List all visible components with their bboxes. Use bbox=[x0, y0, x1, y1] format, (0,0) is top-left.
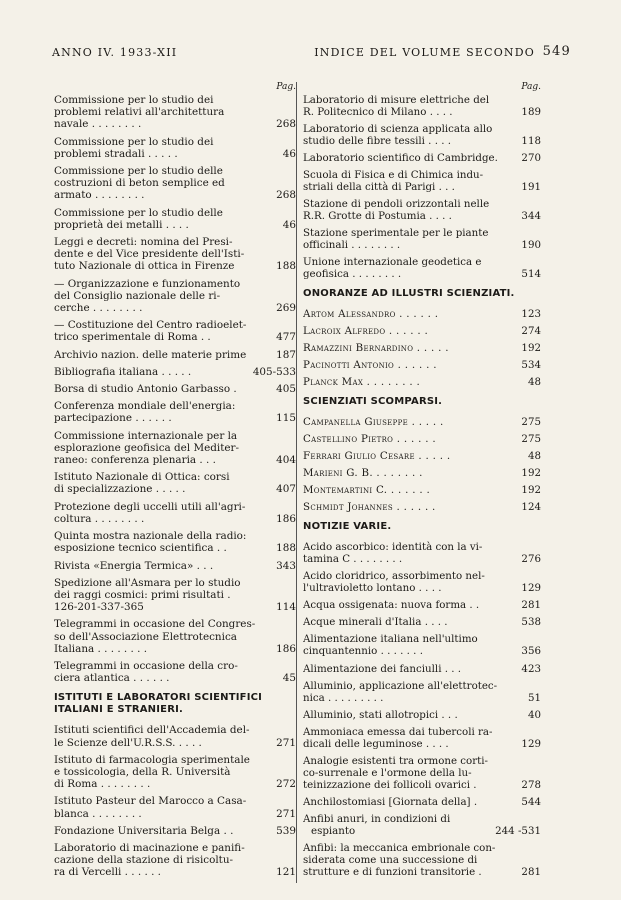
entry-page-ref: 188 bbox=[276, 260, 296, 273]
entry-page-ref: 48 bbox=[527, 376, 541, 389]
entry-text bbox=[303, 726, 516, 750]
entry-line: Alimentazione dei fanciulli . . . bbox=[303, 662, 462, 675]
entry-page-ref: 275 bbox=[521, 433, 541, 446]
entry-text bbox=[303, 755, 516, 791]
entry-line: Lacroix Alfredo . . . . . . bbox=[303, 325, 429, 338]
index-entry bbox=[303, 308, 541, 320]
entry-page-ref: 534 bbox=[521, 359, 541, 372]
index-entry bbox=[54, 319, 296, 343]
index-entry bbox=[303, 484, 541, 496]
entry-page-ref: 46 bbox=[282, 218, 296, 231]
entry-text bbox=[303, 256, 516, 280]
entry-line: Alimentazione italiana nell'ultimo bbox=[303, 633, 478, 646]
entry-text bbox=[303, 123, 516, 147]
entry-text bbox=[54, 349, 271, 361]
entry-text bbox=[54, 278, 271, 315]
entry-line: Ramazzini Bernardino . . . . . bbox=[303, 342, 449, 355]
entry-line: dei raggi cosmici: primi risultati . bbox=[54, 588, 231, 601]
entry-page-ref: 129 bbox=[521, 737, 541, 750]
entry-line: Acque minerali d'Italia . . . . bbox=[303, 616, 448, 629]
entry-line: Borsa di studio Antonio Garbasso . bbox=[54, 383, 237, 396]
entry-text bbox=[54, 501, 271, 525]
entry-text bbox=[54, 94, 271, 131]
entry-line: Scuola di Fisica e di Chimica indu- bbox=[303, 169, 484, 182]
entry-text bbox=[303, 709, 516, 721]
entry-text bbox=[54, 471, 271, 495]
entry-line: Laboratorio di macinazione e panifi- bbox=[54, 841, 245, 854]
entry-text bbox=[54, 430, 271, 467]
entry-line: cinquantennio . . . . . . . bbox=[303, 645, 423, 658]
entry-line: Conferenza mondiale dell'energia: bbox=[54, 400, 236, 413]
index-entry bbox=[303, 541, 541, 565]
entry-page-ref: 46 bbox=[282, 147, 296, 160]
entry-line: e tossicologia, della R. Università bbox=[54, 765, 231, 778]
index-entry bbox=[303, 198, 541, 222]
entry-page-ref: 356 bbox=[521, 645, 541, 658]
entry-line: Ferrari Giulio Cesare . . . . . bbox=[303, 450, 451, 463]
entry-page-ref: 539 bbox=[276, 824, 296, 837]
entry-text bbox=[303, 152, 516, 164]
entry-line: strutture e di funzioni transitorie . bbox=[303, 865, 482, 878]
entry-text bbox=[303, 376, 516, 388]
entry-page-ref: 118 bbox=[521, 135, 541, 148]
section-title-scomparsi: SCIENZIATI SCOMPARSI. bbox=[303, 396, 443, 408]
index-entry bbox=[54, 136, 296, 160]
entry-line: Quinta mostra nazionale della radio: bbox=[54, 530, 247, 543]
entry-line: Laboratorio scientifico di Cambridge. bbox=[303, 152, 498, 165]
index-entry bbox=[54, 618, 296, 655]
entry-line: Commissione per lo studio dei bbox=[54, 94, 214, 106]
entry-line: ciera atlantica . . . . . . bbox=[54, 672, 170, 685]
index-entry bbox=[54, 400, 296, 424]
index-entry bbox=[303, 169, 541, 193]
entry-line: Istituto di farmacologia sperimentale bbox=[54, 753, 250, 766]
entry-text bbox=[303, 94, 516, 118]
entry-page-ref: 477 bbox=[276, 331, 296, 344]
entry-line: — Costituzione del Centro radioelet- bbox=[54, 319, 247, 332]
index-entry bbox=[303, 152, 541, 164]
entry-line: Fondazione Universitaria Belga . . bbox=[54, 824, 234, 837]
entry-text bbox=[54, 724, 271, 748]
entry-page-ref: 115 bbox=[276, 412, 296, 425]
entry-text bbox=[303, 416, 516, 428]
index-entry bbox=[303, 376, 541, 388]
entry-text bbox=[303, 484, 516, 496]
entry-page-ref: 129 bbox=[521, 582, 541, 595]
entry-page-ref: 190 bbox=[521, 239, 541, 252]
index-entry bbox=[54, 207, 296, 231]
index-entry bbox=[303, 663, 541, 675]
index-entry bbox=[303, 123, 541, 147]
entry-line: Commissione internazionale per la bbox=[54, 429, 238, 442]
index-entry bbox=[54, 278, 296, 315]
entry-text bbox=[303, 633, 516, 657]
entry-line: costruzioni di beton semplice ed bbox=[54, 177, 225, 190]
entry-line: officinali . . . . . . . . bbox=[303, 239, 401, 252]
index-entry bbox=[54, 366, 296, 378]
entry-line: geofisica . . . . . . . . bbox=[303, 268, 402, 281]
index-entry bbox=[303, 359, 541, 371]
index-entry bbox=[54, 94, 296, 131]
entry-line: partecipazione . . . . . . bbox=[54, 412, 172, 425]
entry-line: dente e del Vice presidente dell'Isti- bbox=[54, 248, 245, 261]
index-entry bbox=[303, 616, 541, 628]
entry-page-ref: 48 bbox=[527, 450, 541, 463]
entry-line: Acqua ossigenata: nuova forma . . bbox=[303, 599, 480, 612]
entry-line: nica . . . . . . . . . bbox=[303, 691, 384, 704]
entry-text bbox=[54, 236, 271, 273]
entry-text bbox=[54, 165, 271, 202]
index-entry bbox=[54, 660, 296, 684]
index-entry bbox=[303, 796, 541, 808]
page-number: 549 bbox=[542, 44, 571, 59]
scomparsi-entry-list bbox=[303, 416, 541, 513]
entry-text bbox=[303, 616, 516, 628]
entry-line: striali della città di Parigi . . . bbox=[303, 181, 455, 194]
entry-line: Montemartini C. . . . . . . bbox=[303, 484, 431, 497]
entry-text bbox=[303, 813, 492, 837]
entry-line: di specializzazione . . . . . bbox=[54, 483, 186, 496]
entry-line: Italiana . . . . . . . . bbox=[54, 642, 148, 655]
entry-page-ref: 274 bbox=[521, 325, 541, 338]
entry-page-ref: 188 bbox=[276, 542, 296, 555]
entry-text bbox=[54, 400, 271, 424]
index-entry bbox=[54, 842, 296, 879]
entry-line: Archivio nazion. delle materie prime bbox=[54, 348, 247, 361]
entry-text bbox=[54, 560, 271, 572]
index-entry bbox=[303, 433, 541, 445]
entry-text bbox=[54, 136, 271, 160]
entry-page-ref: 514 bbox=[521, 268, 541, 281]
index-entry bbox=[54, 560, 296, 572]
right-column bbox=[296, 82, 541, 883]
entry-line: trico sperimentale di Roma . . bbox=[54, 331, 211, 344]
index-entry bbox=[303, 709, 541, 721]
entry-page-ref: 244 -531 bbox=[495, 824, 541, 837]
entry-line: so dell'Associazione Elettrotecnica bbox=[54, 630, 237, 643]
entry-line: proprietà dei metalli . . . . bbox=[54, 218, 189, 231]
entry-line: cazione della stazione di risicoltu- bbox=[54, 854, 234, 867]
entry-line: navale . . . . . . . . bbox=[54, 118, 142, 131]
entry-page-ref: 186 bbox=[276, 512, 296, 525]
index-entry bbox=[54, 825, 296, 837]
index-entry bbox=[54, 724, 296, 748]
index-entry bbox=[54, 501, 296, 525]
index-entry bbox=[303, 467, 541, 479]
entry-page-ref: 270 bbox=[521, 152, 541, 165]
entry-page-ref: 123 bbox=[521, 308, 541, 321]
entry-page-ref: 121 bbox=[276, 866, 296, 879]
entry-line: Anchilostomiasi [Giornata della] . bbox=[303, 795, 478, 808]
entry-page-ref: 405 bbox=[276, 383, 296, 396]
entry-text bbox=[54, 207, 271, 231]
entry-page-ref: 407 bbox=[276, 483, 296, 496]
entry-page-ref: 344 bbox=[521, 210, 541, 223]
entry-page-ref: 40 bbox=[527, 708, 541, 721]
index-entry bbox=[54, 165, 296, 202]
right-entry-list bbox=[303, 94, 541, 280]
section-title-istituti: ISTITUTI E LABORATORI SCIENTIFICI ITALIANI E STRANIERI. bbox=[54, 692, 263, 716]
entry-line: siderata come una successione di bbox=[303, 853, 478, 866]
entry-line: Stazione sperimentale per le piante bbox=[303, 227, 489, 240]
entry-page-ref: 538 bbox=[521, 616, 541, 629]
entry-line: Planck Max . . . . . . . . bbox=[303, 376, 421, 389]
entry-text bbox=[54, 577, 271, 614]
entry-line: Unione internazionale geodetica e bbox=[303, 256, 482, 269]
index-entry bbox=[303, 726, 541, 750]
entry-page-ref: 268 bbox=[276, 189, 296, 202]
entry-page-ref: 343 bbox=[276, 559, 296, 572]
entry-line: Anfibi anuri, in condizioni di espianto bbox=[303, 812, 451, 837]
entry-line: Commissione per lo studio delle bbox=[54, 165, 223, 178]
entry-page-ref: 192 bbox=[521, 484, 541, 497]
entry-line: esplorazione geofisica del Mediter- bbox=[54, 441, 240, 454]
entry-page-ref: 281 bbox=[521, 865, 541, 878]
entry-line: ra di Vercelli . . . . . . bbox=[54, 866, 161, 879]
entry-text bbox=[303, 325, 516, 337]
entry-line: 126-201-337-365 bbox=[54, 601, 144, 614]
entry-line: Istituto Nazionale di Ottica: corsi bbox=[54, 471, 230, 484]
entry-text bbox=[54, 383, 271, 395]
index-entry bbox=[54, 795, 296, 819]
index-entry bbox=[303, 842, 541, 878]
entry-line: tuto Nazionale di ottica in Firenze bbox=[54, 260, 235, 273]
entry-text bbox=[54, 754, 271, 791]
index-entry bbox=[54, 430, 296, 467]
index-entry bbox=[54, 754, 296, 791]
index-entry bbox=[303, 342, 541, 354]
entry-line: raneo: conferenza plenaria . . . bbox=[54, 454, 216, 467]
entry-line: Leggi e decreti: nomina del Presi- bbox=[54, 236, 233, 249]
entry-text bbox=[303, 467, 516, 479]
entry-line: studio delle fibre tessili . . . . bbox=[303, 135, 451, 148]
entry-text bbox=[303, 198, 516, 222]
index-entry bbox=[303, 325, 541, 337]
entry-line: del Consiglio nazionale delle ri- bbox=[54, 289, 221, 302]
entry-line: Rivista «Energia Termica» . . . bbox=[54, 559, 214, 572]
entry-line: Bibliografia italiana . . . . . bbox=[54, 365, 192, 378]
entry-page-ref: 268 bbox=[276, 118, 296, 131]
index-entry bbox=[54, 383, 296, 395]
entry-line: Istituti scientifici dell'Accademia del- bbox=[54, 724, 250, 737]
entry-line: Protezione degli uccelli utili all'agri- bbox=[54, 500, 246, 513]
entry-page-ref: 45 bbox=[282, 672, 296, 685]
entry-text bbox=[303, 796, 516, 808]
entry-text bbox=[54, 366, 250, 378]
entry-line: Artom Alessandro . . . . . . bbox=[303, 308, 439, 321]
entry-line: le Scienze dell'U.R.S.S. . . . . bbox=[54, 736, 202, 749]
entry-page-ref: 269 bbox=[276, 302, 296, 315]
index-entry bbox=[303, 755, 541, 791]
section-title-notizie: NOTIZIE VARIE. bbox=[303, 521, 392, 533]
entry-page-ref: 278 bbox=[521, 778, 541, 791]
entry-text bbox=[54, 618, 271, 655]
section-title-onoranze: ONORANZE AD ILLUSTRI SCIENZIATI. bbox=[303, 288, 515, 300]
entry-text bbox=[303, 570, 516, 594]
entry-text bbox=[303, 433, 516, 445]
entry-page-ref: 423 bbox=[521, 662, 541, 675]
entry-line: Campanella Giuseppe . . . . . bbox=[303, 416, 444, 429]
entry-line: Commissione per lo studio dei bbox=[54, 135, 214, 148]
entry-line: armato . . . . . . . . bbox=[54, 189, 145, 202]
entry-line: co-surrenale e l'ormone della lu- bbox=[303, 766, 472, 779]
entry-line: Schmidt Johannes . . . . . . bbox=[303, 501, 436, 514]
index-entry bbox=[54, 530, 296, 554]
entry-text bbox=[303, 663, 516, 675]
index-entry bbox=[303, 256, 541, 280]
entry-line: Telegrammi in occasione della cro- bbox=[54, 659, 238, 672]
entry-line: cerche . . . . . . . . bbox=[54, 302, 143, 315]
entry-line: Stazione di pendoli orizzontali nelle bbox=[303, 198, 490, 211]
entry-line: Telegrammi in occasione del Congres- bbox=[54, 618, 256, 631]
index-entry bbox=[303, 680, 541, 704]
entry-text bbox=[303, 541, 516, 565]
index-entry bbox=[303, 633, 541, 657]
entry-page-ref: 51 bbox=[527, 691, 541, 704]
index-entry bbox=[54, 471, 296, 495]
index-entry bbox=[303, 570, 541, 594]
entry-text bbox=[54, 319, 271, 343]
entry-text bbox=[303, 599, 516, 611]
entry-line: R. Politecnico di Milano . . . . bbox=[303, 106, 453, 119]
entry-text bbox=[54, 660, 271, 684]
entry-line: teinizzazione dei follicoli ovarici . bbox=[303, 778, 477, 791]
entry-line: R.R. Grotte di Postumia . . . . bbox=[303, 210, 452, 223]
entry-page-ref: 191 bbox=[521, 181, 541, 194]
entry-page-ref: 187 bbox=[276, 348, 296, 361]
index-entry bbox=[54, 577, 296, 614]
entry-text bbox=[54, 795, 271, 819]
left-column bbox=[54, 82, 296, 884]
entry-text bbox=[303, 169, 516, 193]
entry-line: Pacinotti Antonio . . . . . . bbox=[303, 359, 437, 372]
left-entry-list bbox=[54, 94, 296, 684]
index-entry bbox=[54, 349, 296, 361]
entry-page-ref: 405-533 bbox=[252, 365, 296, 378]
index-entry bbox=[303, 501, 541, 513]
onoranze-entry-list bbox=[303, 308, 541, 388]
entry-line: Acido ascorbico: identità con la vi- bbox=[303, 541, 483, 554]
entry-text bbox=[303, 342, 516, 354]
index-entry bbox=[303, 416, 541, 428]
index-entry bbox=[303, 599, 541, 611]
pag-label: Pag. bbox=[276, 82, 296, 92]
entry-page-ref: 276 bbox=[521, 553, 541, 566]
entry-page-ref: 192 bbox=[521, 467, 541, 480]
entry-page-ref: 186 bbox=[276, 642, 296, 655]
entry-page-ref: 124 bbox=[521, 501, 541, 514]
entry-page-ref: 114 bbox=[276, 601, 296, 614]
entry-line: Istituto Pasteur del Marocco a Casa- bbox=[54, 795, 247, 808]
entry-text bbox=[54, 825, 271, 837]
entry-line: esposizione tecnico scientifica . . bbox=[54, 542, 227, 555]
entry-text bbox=[303, 308, 516, 320]
notizie-entry-list bbox=[303, 541, 541, 877]
entry-text bbox=[303, 450, 516, 462]
entry-line: Laboratorio di scienza applicata allo bbox=[303, 123, 493, 136]
entry-page-ref: 271 bbox=[276, 807, 296, 820]
entry-page-ref: 544 bbox=[521, 795, 541, 808]
entry-line: problemi relativi all'architettura bbox=[54, 106, 225, 119]
entry-line: Commissione per lo studio delle bbox=[54, 206, 223, 219]
header-title: INDICE DEL VOLUME SECONDO bbox=[314, 46, 535, 59]
entry-line: problemi stradali . . . . . bbox=[54, 147, 178, 160]
header-year: ANNO IV. 1933-XII bbox=[52, 46, 178, 59]
entry-line: blanca . . . . . . . . bbox=[54, 807, 142, 820]
index-entry bbox=[303, 227, 541, 251]
index-entry bbox=[303, 94, 541, 118]
entry-line: Analogie esistenti tra ormone corti- bbox=[303, 754, 488, 767]
entry-line: — Organizzazione e funzionamento bbox=[54, 277, 241, 290]
entry-line: Acido cloridrico, assorbimento nel- bbox=[303, 570, 485, 583]
entry-page-ref: 404 bbox=[276, 454, 296, 467]
pag-label: Pag. bbox=[521, 82, 541, 92]
entry-line: coltura . . . . . . . . bbox=[54, 512, 145, 525]
entry-line: Anfibi: la meccanica embrionale con- bbox=[303, 841, 496, 854]
entry-line: dicali delle leguminose . . . . bbox=[303, 737, 449, 750]
entry-line: Castellino Pietro . . . . . . bbox=[303, 433, 436, 446]
entry-page-ref: 272 bbox=[276, 778, 296, 791]
entry-line: Spedizione all'Asmara per lo studio bbox=[54, 576, 241, 589]
istituti-entry-list bbox=[54, 724, 296, 878]
entry-line: Marieni G. B. . . . . . . . bbox=[303, 467, 423, 480]
entry-page-ref: 275 bbox=[521, 416, 541, 429]
entry-text bbox=[303, 680, 516, 704]
entry-line: Ammoniaca emessa dai tubercoli ra- bbox=[303, 725, 493, 738]
entry-line: Alluminio, stati allotropici . . . bbox=[303, 708, 458, 721]
entry-page-ref: 271 bbox=[276, 736, 296, 749]
entry-line: l'ultravioletto lontano . . . . bbox=[303, 582, 442, 595]
entry-line: Laboratorio di misure elettriche del bbox=[303, 94, 490, 106]
running-header bbox=[52, 44, 571, 64]
entry-text bbox=[303, 227, 516, 251]
entry-line: Alluminio, applicazione all'elettrotec- bbox=[303, 679, 498, 692]
entry-page-ref: 281 bbox=[521, 599, 541, 612]
index-entry bbox=[54, 236, 296, 273]
entry-page-ref: 189 bbox=[521, 106, 541, 119]
entry-text bbox=[303, 359, 516, 371]
index-entry bbox=[303, 450, 541, 462]
index-entry bbox=[303, 813, 541, 837]
entry-line: tamina C . . . . . . . . bbox=[303, 553, 403, 566]
entry-text bbox=[54, 530, 271, 554]
entry-page-ref: 192 bbox=[521, 342, 541, 355]
entry-text bbox=[303, 501, 516, 513]
entry-text bbox=[54, 842, 271, 879]
entry-line: di Roma . . . . . . . . bbox=[54, 778, 151, 791]
entry-text bbox=[303, 842, 516, 878]
